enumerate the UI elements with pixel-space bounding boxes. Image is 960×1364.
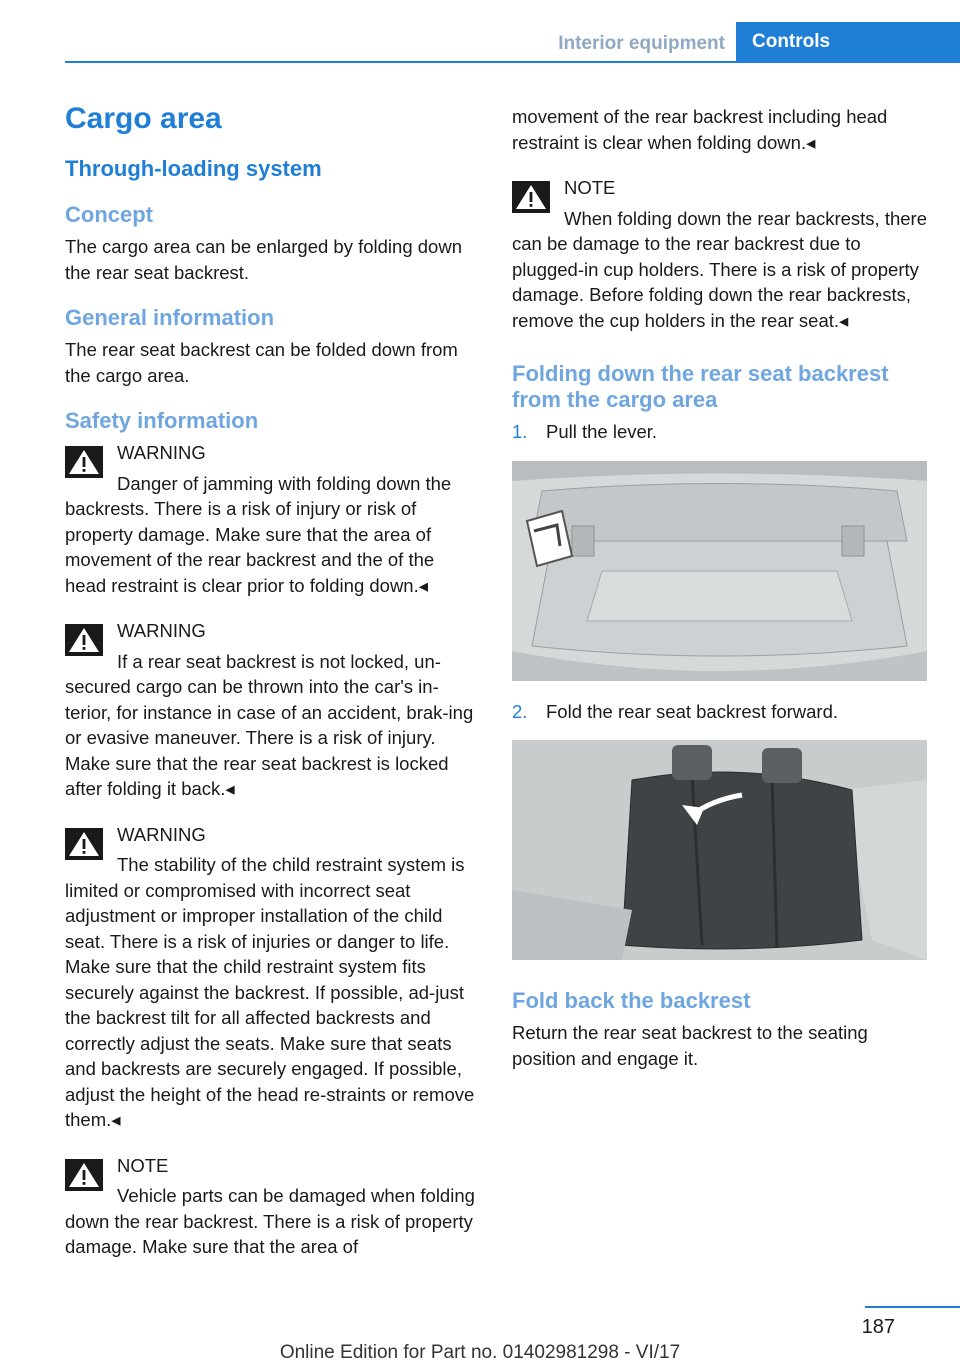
right-column bbox=[512, 104, 927, 1091]
warning-triangle-icon bbox=[512, 181, 550, 213]
left-column bbox=[65, 96, 480, 1280]
step-text: Fold the rear seat backrest forward. bbox=[546, 700, 839, 722]
warning-triangle-icon bbox=[65, 446, 103, 478]
warning-triangle-icon bbox=[65, 828, 103, 860]
folding-heading: Folding down the rear seat backrest from the cargo area bbox=[512, 361, 889, 412]
warning-label: WARNING bbox=[117, 620, 206, 641]
steps-list bbox=[512, 699, 927, 725]
note-notice-1 bbox=[65, 1153, 480, 1260]
warning-text: If a rear seat backrest is not locked, un-secured cargo can be thrown into the car's in-terior, for instance in case of an accident, brak-ing or evasive maneuver. There is a risk of injury. Make sure that the rear seat backrest is locked after folding it back.◂ bbox=[65, 650, 474, 799]
foldback-heading: Fold back the backrest bbox=[512, 988, 751, 1013]
page-title: Cargo area bbox=[65, 102, 222, 135]
warning-label: WARNING bbox=[117, 442, 206, 463]
section-title: Through-loading system bbox=[65, 156, 322, 181]
concept-text: The cargo area can be enlarged by folding down the rear seat backrest. bbox=[65, 236, 462, 283]
header-rule bbox=[65, 61, 960, 63]
note-text: Vehicle parts can be damaged when folding down the rear backrest. There is a risk of property damage. Make sure that the area of bbox=[65, 1185, 475, 1257]
list-item bbox=[512, 699, 927, 725]
safety-heading: Safety information bbox=[65, 408, 259, 433]
step-text: Pull the lever. bbox=[546, 421, 658, 442]
note-label: NOTE bbox=[117, 1154, 169, 1176]
warning-label: WARNING bbox=[117, 823, 206, 845]
general-text: The rear seat backrest can be folded down from the cargo area. bbox=[65, 339, 458, 386]
foldback-text: Return the rear seat backrest to the seating position and engage it. bbox=[512, 1022, 868, 1069]
warning-notice-2 bbox=[65, 618, 480, 802]
note-notice-2 bbox=[512, 175, 927, 333]
list-item bbox=[512, 419, 927, 445]
warning-triangle-icon bbox=[65, 1159, 103, 1191]
steps-list bbox=[512, 419, 927, 445]
concept-heading: Concept bbox=[65, 202, 153, 227]
step-number: 1. bbox=[512, 421, 528, 442]
warning-notice-3 bbox=[65, 822, 480, 1133]
warning-triangle-icon bbox=[65, 624, 103, 656]
note-text: When folding down the rear backrests, there can be damage to the rear backrest due to plugged-in cup holders. There is a risk of property damage. Before folding down the rear backrests, remove the cup holders in the rear seat.◂ bbox=[512, 207, 927, 331]
rear-seat-backrest-image bbox=[512, 740, 927, 960]
general-heading: General information bbox=[65, 305, 275, 330]
continued-text: movement of the rear backrest including head restraint is clear when folding down.◂ bbox=[512, 106, 888, 153]
footer-rule bbox=[865, 1306, 960, 1308]
header-tab-controls[interactable]: Controls bbox=[736, 22, 960, 62]
warning-text: The stability of the child restraint system is limited or compromised with incorrect seat adjustment or improper installation of the child seat. There is a risk of injuries or danger to life. Make sure that the child restraint system fits securely against the backrest. If possible, ad-just the backrest tilt for all affected backrests and correctly adjust the seats. Make sure that seats and backrests are securely engaged. If possible, adjust the height of the head re-straints or remove them.◂ bbox=[65, 854, 475, 1130]
edition-footer: Online Edition for Part no. 01402981298 - VI/17 bbox=[279, 1342, 681, 1363]
step-number: 2. bbox=[512, 700, 528, 722]
warning-text: Danger of jamming with folding down the backrests. There is a risk of injury or risk of property damage. Make sure that the area of movement of the rear backrest and the of the head restraint is clear prior to folding down.◂ bbox=[65, 472, 452, 596]
page-number: 187 bbox=[861, 1316, 895, 1338]
note-label: NOTE bbox=[564, 177, 616, 198]
cargo-area-lever-image bbox=[512, 461, 927, 681]
header-section-label: Interior equipment bbox=[558, 33, 725, 54]
warning-notice-1 bbox=[65, 440, 480, 598]
